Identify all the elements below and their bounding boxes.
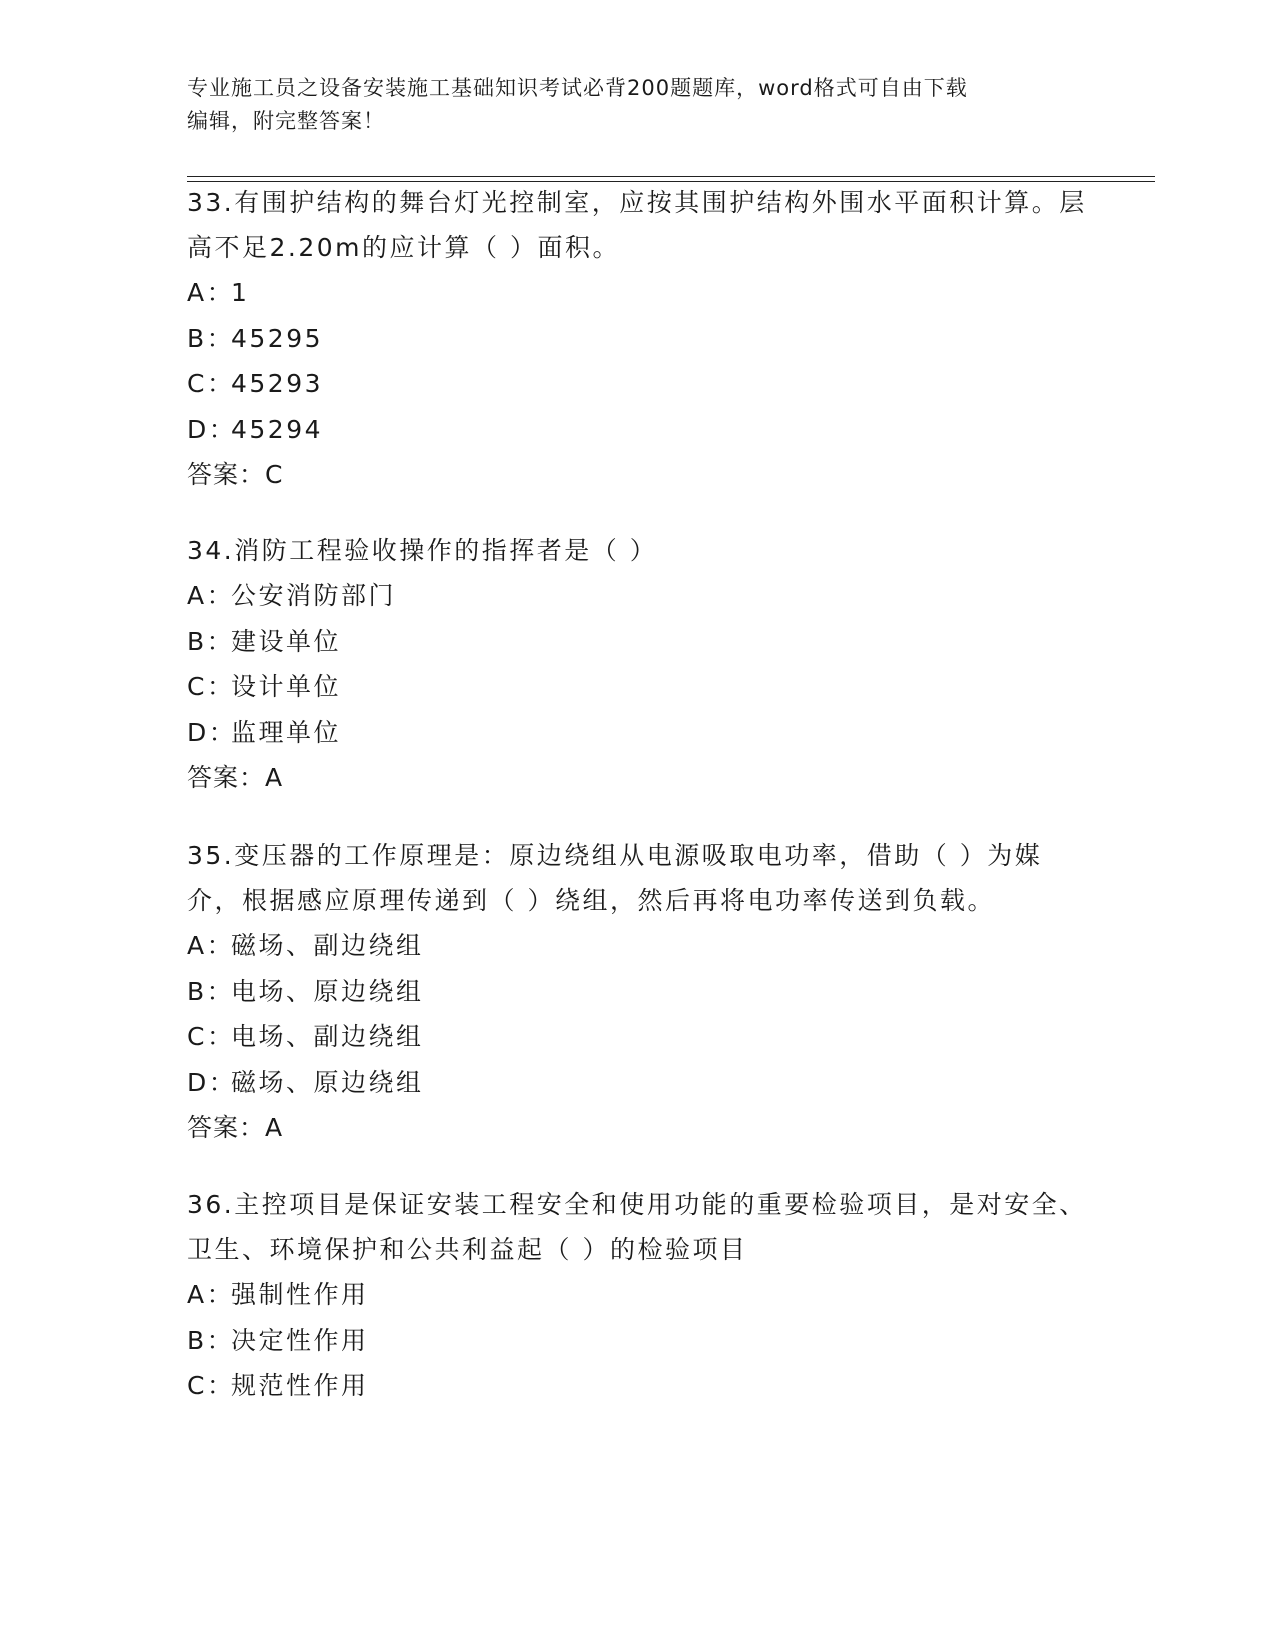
option-key: A： <box>187 1280 235 1309</box>
option-text: 决定性作用 <box>231 1325 369 1355</box>
option-text: 公安消防部门 <box>231 581 397 610</box>
option-a <box>187 1272 1087 1318</box>
answer-line <box>187 1105 1087 1150</box>
option-b <box>187 619 1087 665</box>
option-text: 电场、原边绕组 <box>231 976 424 1006</box>
option-text: 电场、副边绕组 <box>231 1022 424 1051</box>
option-key: A： <box>187 581 235 610</box>
option-d <box>187 1060 1087 1106</box>
option-text: 磁场、原边绕组 <box>231 1067 424 1097</box>
option-text: 45294 <box>231 414 324 444</box>
option-key: B： <box>187 976 235 1006</box>
answer-label: 答案： <box>187 763 266 792</box>
option-key: D： <box>187 1067 237 1097</box>
option-c <box>187 664 1087 710</box>
document-header <box>187 72 1067 138</box>
answer-line <box>187 452 1087 497</box>
option-text: 规范性作用 <box>231 1371 369 1400</box>
header-line-2: 编辑，附完整答案！ <box>187 109 385 133</box>
option-key: D： <box>187 414 237 444</box>
option-key: C： <box>187 1022 235 1051</box>
option-key: D： <box>187 717 237 747</box>
option-text: 45293 <box>231 369 324 398</box>
option-d <box>187 710 1087 756</box>
option-key: A： <box>187 278 235 307</box>
option-key: B： <box>187 323 235 353</box>
option-text: 建设单位 <box>231 626 342 656</box>
question-stem: 35.变压器的工作原理是：原边绕组从电源吸取电功率，借助（ ）为媒介，根据感应原理传递到（ ）绕组，然后再将电功率传送到负载。 <box>187 841 1043 915</box>
option-c <box>187 361 1087 407</box>
option-text: 1 <box>231 278 250 307</box>
option-a <box>187 573 1087 619</box>
option-key: C： <box>187 672 235 701</box>
option-text: 监理单位 <box>231 717 342 747</box>
option-b <box>187 1318 1087 1364</box>
option-b <box>187 969 1087 1015</box>
question-34 <box>187 528 1087 800</box>
option-text: 45295 <box>231 323 324 353</box>
answer-label: 答案： <box>187 1113 266 1142</box>
question-33 <box>187 180 1087 497</box>
answer-value: A <box>265 1113 284 1142</box>
answer-line <box>187 755 1087 800</box>
option-key: C： <box>187 1371 235 1400</box>
option-d <box>187 407 1087 453</box>
answer-value: A <box>265 763 284 792</box>
answer-label: 答案： <box>187 460 266 489</box>
option-text: 设计单位 <box>231 672 342 701</box>
option-key: A： <box>187 931 235 960</box>
option-key: C： <box>187 369 235 398</box>
option-b <box>187 316 1087 362</box>
option-text: 磁场、副边绕组 <box>231 931 424 960</box>
question-stem: 36.主控项目是保证安装工程安全和使用功能的重要检验项目，是对安全、卫生、环境保护和公共利益起（ ）的检验项目 <box>187 1190 1087 1264</box>
option-a <box>187 923 1087 969</box>
option-a <box>187 270 1087 316</box>
question-35 <box>187 833 1087 1150</box>
question-36 <box>187 1182 1087 1409</box>
option-key: B： <box>187 626 235 656</box>
answer-value: C <box>265 460 284 489</box>
question-stem: 34.消防工程验收操作的指挥者是（ ） <box>187 536 658 565</box>
question-stem: 33.有围护结构的舞台灯光控制室，应按其围护结构外围水平面积计算。层高不足2.20m的应计算（ ）面积。 <box>187 188 1087 262</box>
option-c <box>187 1014 1087 1060</box>
option-text: 强制性作用 <box>231 1280 369 1309</box>
header-line-1: 专业施工员之设备安装施工基础知识考试必背200题题库，word格式可自由下载 <box>187 76 968 100</box>
option-c <box>187 1363 1087 1409</box>
option-key: B： <box>187 1325 235 1355</box>
